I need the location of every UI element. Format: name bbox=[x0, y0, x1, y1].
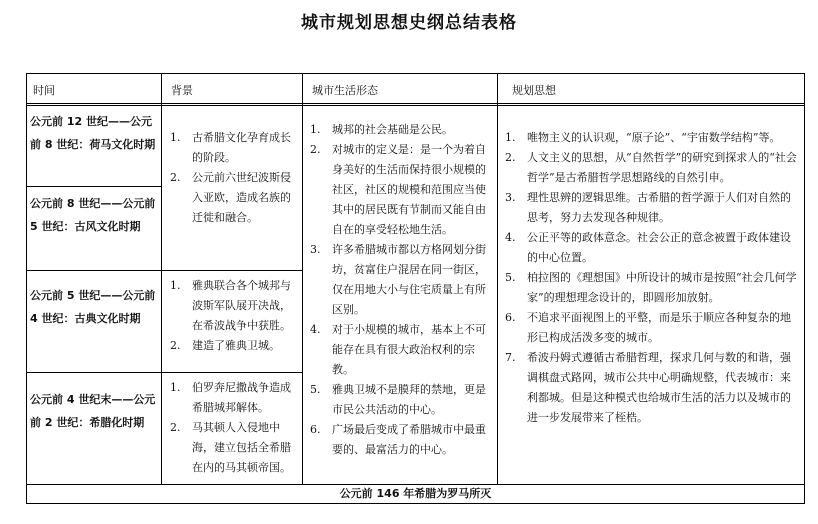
list-item: 2. 对城市的定义是：是一个为着自身美好的生活而保持很小规模的社区，社区的规模和范围应当使其中的居民既有节制而又能自由自在的享受轻松地生活。 bbox=[310, 143, 486, 236]
grid-line bbox=[497, 73, 498, 484]
urban-life-list bbox=[310, 120, 494, 460]
period-archaic: 公元前 8 世纪——公元前 5 世纪：古风文化时期 bbox=[30, 197, 156, 233]
grid-line bbox=[302, 73, 303, 484]
list-item: 5. 柏拉图的《理想国》中所设计的城市是按照“社会几何学家”的理想理念设计的，即圆形加放射。 bbox=[505, 271, 797, 304]
period-hellenistic: 公元前 4 世纪末——公元前 2 世纪：希腊化时期 bbox=[30, 393, 156, 429]
list-item: 1. 雅典联合各个城邦与波斯军队展开决战，在希波战争中获胜。 bbox=[170, 279, 291, 332]
list-item: 6. 不追求平面视图上的平整，而是乐于顺应各种复杂的地形已构成活泼多变的城市。 bbox=[505, 311, 791, 344]
list-item: 1. 唯物主义的认识观，“原子论”、“宇宙数学结构”等。 bbox=[505, 131, 781, 144]
list-item: 1. 城邦的社会基础是公民。 bbox=[310, 123, 453, 136]
list-item: 7. 希波丹姆式遵循古希腊哲理，探求几何与数的和谐，强调棋盘式路网，城市公共中心明确规整，代表城市：来利都城。但是这种模式也给城市生活的活力以及城市的进一步发展带来了桎梏。 bbox=[505, 351, 791, 424]
header-background: 背景 bbox=[171, 84, 193, 97]
table-footer: 公元前 146 年希腊为罗马所灭 bbox=[339, 487, 492, 500]
list-item: 2. 人文主义的思想，从“自然哲学”的研究到探求人的“社会哲学”是古希腊哲学思想路线的自然引申。 bbox=[505, 151, 797, 184]
background-list-3 bbox=[170, 378, 298, 478]
list-item: 5. 雅典卫城不是膜拜的禁地，更是市民公共活动的中心。 bbox=[310, 383, 486, 416]
header-time: 时间 bbox=[33, 84, 55, 97]
planning-list bbox=[505, 128, 799, 428]
list-item: 2. 公元前六世纪波斯侵入亚欧，造成名族的迁徙和融合。 bbox=[170, 171, 291, 224]
grid-line bbox=[26, 105, 805, 106]
list-item: 3. 理性思辨的逻辑思维。古希腊的哲学源于人们对自然的思考，努力去发现各种规律。 bbox=[505, 191, 791, 224]
grid-line bbox=[161, 73, 162, 484]
list-item: 6. 广场最后变成了希腊城市中最重要的、最富活力的中心。 bbox=[310, 423, 486, 456]
list-item: 2. 马其顿人入侵地中海，建立包括全希腊在内的马其顿帝国。 bbox=[170, 421, 291, 474]
list-item: 1. 伯罗奔尼撒战争造成希腊城邦解体。 bbox=[170, 381, 291, 414]
page-title: 城市规划思想史纲总结表格 bbox=[301, 13, 517, 33]
background-list-1 bbox=[170, 128, 298, 228]
grid-line bbox=[26, 103, 805, 104]
list-item: 3. 许多希腊城市都以方格网划分街坊，贫富住户混居在同一街区，仅在用地大小与住宅质量上有所区别。 bbox=[310, 243, 486, 316]
list-item: 4. 对于小规模的城市，基本上不可能存在具有很大政治权利的宗教。 bbox=[310, 323, 486, 376]
grid-line bbox=[26, 372, 303, 373]
header-urban-life: 城市生活形态 bbox=[312, 84, 378, 97]
grid-line bbox=[26, 270, 303, 271]
list-item: 2. 建造了雅典卫城。 bbox=[170, 339, 280, 352]
grid-line bbox=[26, 186, 162, 187]
period-homeric: 公元前 12 世纪——公元前 8 世纪：荷马文化时期 bbox=[30, 115, 156, 151]
period-classical: 公元前 5 世纪——公元前 4 世纪：古典文化时期 bbox=[30, 289, 156, 325]
list-item: 4. 公正平等的政体意念。社会公正的意念被置于政体建设的中心位置。 bbox=[505, 231, 791, 264]
background-list-2 bbox=[170, 276, 298, 356]
list-item: 1. 古希腊文化孕育成长的阶段。 bbox=[170, 131, 291, 164]
header-planning: 规划思想 bbox=[512, 84, 556, 97]
